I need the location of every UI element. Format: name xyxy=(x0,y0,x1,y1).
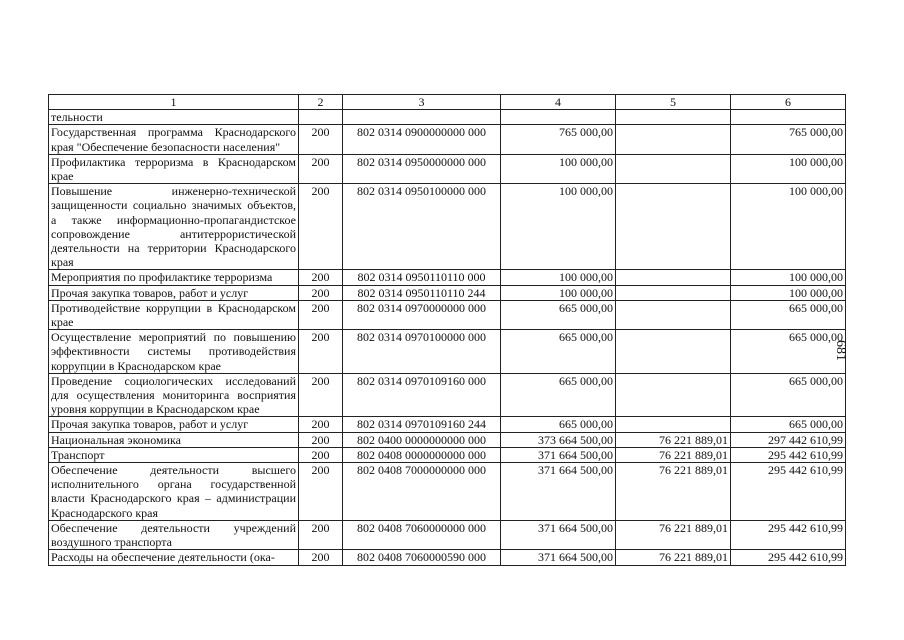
row-amount-4-cell: 371 664 500,00 xyxy=(501,550,616,565)
row-amount-5-cell xyxy=(616,270,731,285)
table-row xyxy=(49,373,846,417)
row-amount-6-cell: 665 000,00 xyxy=(731,300,846,329)
row-amount-5-cell xyxy=(616,154,731,183)
row-name-cell: Прочая закупка товаров, работ и услуг xyxy=(49,285,299,300)
row-amount-6-cell: 665 000,00 xyxy=(731,330,846,374)
row-amount-5-cell xyxy=(616,373,731,417)
table-header-row xyxy=(49,95,846,110)
row-code-cell: 802 0314 0970109160 244 xyxy=(343,417,501,432)
row-amount-4-cell: 371 664 500,00 xyxy=(501,447,616,462)
row-code-cell: 802 0314 0950000000 000 xyxy=(343,154,501,183)
row-amount-4-cell: 371 664 500,00 xyxy=(501,463,616,521)
row-code-cell: 802 0408 7000000000 000 xyxy=(343,463,501,521)
row-amount-4-cell: 765 000,00 xyxy=(501,125,616,154)
page-number: 681 xyxy=(833,340,848,361)
row-amount-6-cell: 100 000,00 xyxy=(731,285,846,300)
row-kvr-cell xyxy=(299,110,343,125)
column-header: 6 xyxy=(731,95,846,110)
table-row xyxy=(49,550,846,565)
row-kvr-cell: 200 xyxy=(299,417,343,432)
row-code-cell: 802 0314 0970000000 000 xyxy=(343,300,501,329)
row-amount-4-cell: 100 000,00 xyxy=(501,154,616,183)
row-amount-5-cell xyxy=(616,300,731,329)
row-kvr-cell: 200 xyxy=(299,520,343,549)
row-amount-6-cell: 295 442 610,99 xyxy=(731,550,846,565)
row-name-cell: тельности xyxy=(49,110,299,125)
row-amount-4-cell: 100 000,00 xyxy=(501,270,616,285)
column-header: 4 xyxy=(501,95,616,110)
row-amount-6-cell: 100 000,00 xyxy=(731,154,846,183)
column-header: 2 xyxy=(299,95,343,110)
row-amount-5-cell: 76 221 889,01 xyxy=(616,550,731,565)
row-amount-4-cell: 665 000,00 xyxy=(501,330,616,374)
column-header: 5 xyxy=(616,95,731,110)
table-row xyxy=(49,125,846,154)
row-kvr-cell: 200 xyxy=(299,447,343,462)
row-amount-6-cell: 295 442 610,99 xyxy=(731,447,846,462)
table-row xyxy=(49,463,846,521)
row-code-cell: 802 0314 0970100000 000 xyxy=(343,330,501,374)
row-amount-4-cell: 371 664 500,00 xyxy=(501,520,616,549)
row-kvr-cell: 200 xyxy=(299,154,343,183)
row-name-cell: Национальная экономика xyxy=(49,432,299,447)
row-code-cell: 802 0314 0950110110 000 xyxy=(343,270,501,285)
row-amount-5-cell xyxy=(616,417,731,432)
column-header: 1 xyxy=(49,95,299,110)
table-row xyxy=(49,270,846,285)
row-kvr-cell: 200 xyxy=(299,125,343,154)
row-amount-6-cell: 665 000,00 xyxy=(731,417,846,432)
row-amount-6-cell: 100 000,00 xyxy=(731,184,846,270)
row-kvr-cell: 200 xyxy=(299,432,343,447)
row-name-cell: Противодействие коррупции в Краснодарском крае xyxy=(49,300,299,329)
row-amount-5-cell xyxy=(616,184,731,270)
row-kvr-cell: 200 xyxy=(299,330,343,374)
row-amount-5-cell xyxy=(616,285,731,300)
row-amount-6-cell xyxy=(731,110,846,125)
row-amount-4-cell: 665 000,00 xyxy=(501,300,616,329)
row-amount-5-cell: 76 221 889,01 xyxy=(616,520,731,549)
row-amount-4-cell xyxy=(501,110,616,125)
row-code-cell: 802 0314 0900000000 000 xyxy=(343,125,501,154)
row-name-cell: Повышение инженерно-технической защищенности социально значимых объектов, а также информационно-пропагандистское сопровождение антитеррористической деятельности на территории Краснодарского края xyxy=(49,184,299,270)
table-row xyxy=(49,447,846,462)
row-amount-5-cell xyxy=(616,125,731,154)
column-header: 3 xyxy=(343,95,501,110)
row-amount-6-cell: 297 442 610,99 xyxy=(731,432,846,447)
budget-table xyxy=(48,94,846,566)
table-row xyxy=(49,184,846,270)
table-row xyxy=(49,285,846,300)
row-code-cell: 802 0408 7060000000 000 xyxy=(343,520,501,549)
row-kvr-cell: 200 xyxy=(299,285,343,300)
row-name-cell: Государственная программа Краснодарского края "Обеспечение безопасности населения" xyxy=(49,125,299,154)
row-code-cell: 802 0314 0970109160 000 xyxy=(343,373,501,417)
table-row xyxy=(49,330,846,374)
row-code-cell: 802 0408 0000000000 000 xyxy=(343,447,501,462)
row-amount-6-cell: 765 000,00 xyxy=(731,125,846,154)
row-amount-6-cell: 295 442 610,99 xyxy=(731,520,846,549)
row-name-cell: Транспорт xyxy=(49,447,299,462)
table-row xyxy=(49,520,846,549)
table-row xyxy=(49,154,846,183)
row-kvr-cell: 200 xyxy=(299,373,343,417)
row-amount-6-cell: 295 442 610,99 xyxy=(731,463,846,521)
row-code-cell: 802 0408 7060000590 000 xyxy=(343,550,501,565)
row-name-cell: Мероприятия по профилактике терроризма xyxy=(49,270,299,285)
table-row xyxy=(49,432,846,447)
row-amount-5-cell: 76 221 889,01 xyxy=(616,432,731,447)
row-name-cell: Прочая закупка товаров, работ и услуг xyxy=(49,417,299,432)
row-kvr-cell: 200 xyxy=(299,463,343,521)
row-amount-5-cell xyxy=(616,110,731,125)
row-amount-4-cell: 373 664 500,00 xyxy=(501,432,616,447)
row-amount-5-cell: 76 221 889,01 xyxy=(616,463,731,521)
row-kvr-cell: 200 xyxy=(299,550,343,565)
row-amount-4-cell: 665 000,00 xyxy=(501,373,616,417)
table-row xyxy=(49,417,846,432)
row-name-cell: Проведение социологических исследований для осуществления мониторинга восприятия уровня коррупции в Краснодарском крае xyxy=(49,373,299,417)
budget-table-body xyxy=(49,95,846,566)
row-amount-6-cell: 100 000,00 xyxy=(731,270,846,285)
row-name-cell: Обеспечение деятельности учреждений воздушного транспорта xyxy=(49,520,299,549)
row-kvr-cell: 200 xyxy=(299,270,343,285)
row-name-cell: Профилактика терроризма в Краснодарском крае xyxy=(49,154,299,183)
table-row xyxy=(49,110,846,125)
row-amount-4-cell: 100 000,00 xyxy=(501,285,616,300)
row-amount-4-cell: 100 000,00 xyxy=(501,184,616,270)
row-name-cell: Обеспечение деятельности высшего исполнительного органа государственной власти Краснодарского края – администрации Краснодарского края xyxy=(49,463,299,521)
row-amount-5-cell xyxy=(616,330,731,374)
row-name-cell: Расходы на обеспечение деятельности (ока- xyxy=(49,550,299,565)
row-kvr-cell: 200 xyxy=(299,300,343,329)
row-code-cell: 802 0314 0950110110 244 xyxy=(343,285,501,300)
row-amount-5-cell: 76 221 889,01 xyxy=(616,447,731,462)
row-code-cell: 802 0314 0950100000 000 xyxy=(343,184,501,270)
row-code-cell: 802 0400 0000000000 000 xyxy=(343,432,501,447)
row-name-cell: Осуществление мероприятий по повышению эффективности системы противодействия коррупции в Краснодарском крае xyxy=(49,330,299,374)
row-amount-6-cell: 665 000,00 xyxy=(731,373,846,417)
table-row xyxy=(49,300,846,329)
row-amount-4-cell: 665 000,00 xyxy=(501,417,616,432)
row-code-cell xyxy=(343,110,501,125)
row-kvr-cell: 200 xyxy=(299,184,343,270)
